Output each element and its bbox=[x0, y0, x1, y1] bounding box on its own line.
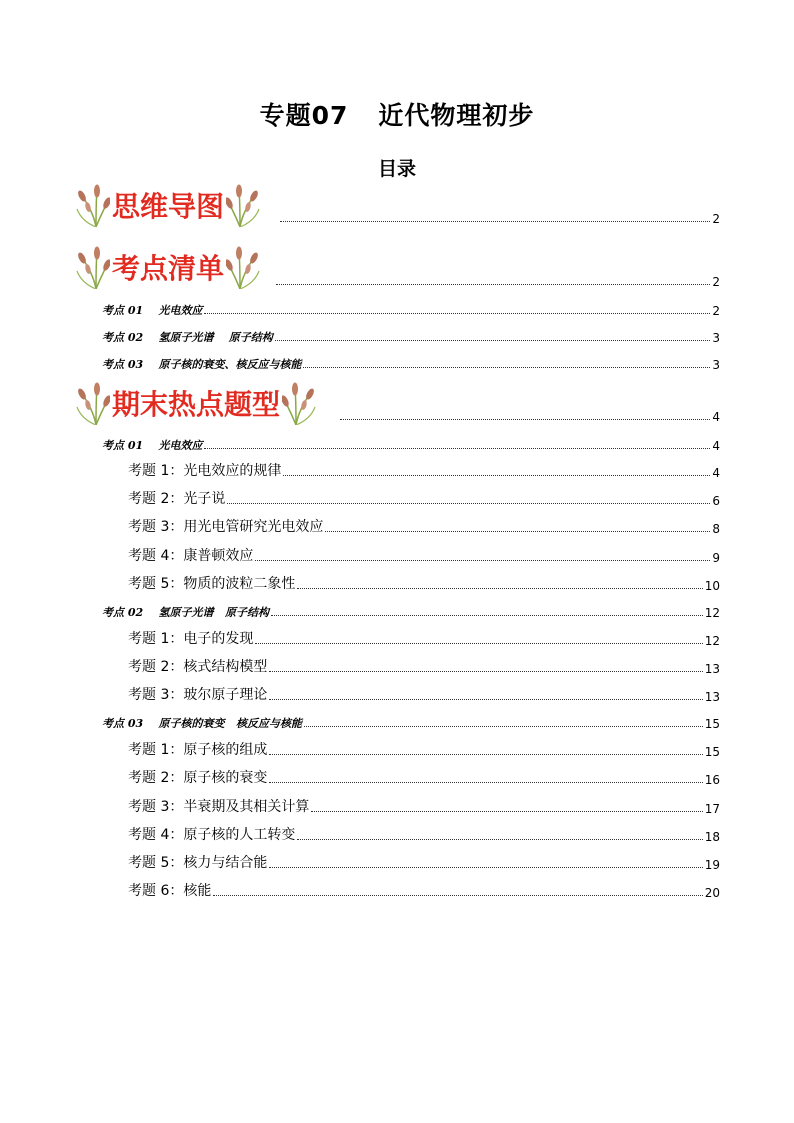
toc-row-label: 考题 5：物质的波粒二象性 bbox=[128, 576, 296, 592]
leader-dots bbox=[269, 781, 702, 783]
page-number: 4 bbox=[712, 410, 720, 424]
page-number: 9 bbox=[712, 551, 720, 565]
leader-dots bbox=[269, 670, 702, 672]
toc-row-label: 考题 3：半衰期及其相关计算 bbox=[128, 799, 310, 815]
leader-dots bbox=[269, 698, 702, 700]
toc-row[interactable] bbox=[128, 798, 720, 816]
page-number: 4 bbox=[712, 439, 720, 453]
toc-row[interactable] bbox=[128, 658, 720, 676]
title-main: 专题07 bbox=[259, 101, 349, 130]
leader-dots bbox=[311, 810, 702, 812]
toc-row-label: 考点 03 原子核的衰变 核反应与核能 bbox=[102, 717, 302, 730]
toc-row-label: 考题 3：玻尔原子理论 bbox=[128, 687, 268, 703]
page-number: 3 bbox=[712, 331, 720, 345]
toc-row-mindmap[interactable] bbox=[278, 212, 720, 226]
page-number: 2 bbox=[712, 304, 720, 318]
leader-dots bbox=[283, 474, 710, 476]
toc-row-label: 考题 4：康普顿效应 bbox=[128, 548, 254, 564]
toc-row-label: 考题 2：光子说 bbox=[128, 491, 226, 507]
toc-row[interactable] bbox=[128, 769, 720, 787]
toc-row-label: 考题 2：核式结构模型 bbox=[128, 659, 268, 675]
cattail-left-icon bbox=[76, 183, 110, 227]
toc-row-checklist[interactable] bbox=[274, 275, 720, 289]
toc-row-label: 考题 5：核力与结合能 bbox=[128, 855, 268, 871]
banner-mindmap-label: 思维导图 bbox=[112, 190, 225, 223]
leader-dots bbox=[297, 838, 702, 840]
banner-mindmap bbox=[76, 182, 260, 228]
page-number: 4 bbox=[712, 466, 720, 480]
title-sub: 近代物理初步 bbox=[378, 101, 535, 130]
page-number: 15 bbox=[704, 745, 720, 759]
leader-dots bbox=[325, 530, 710, 532]
page-title bbox=[0, 96, 794, 132]
banner-hot-label: 期末热点题型 bbox=[112, 388, 281, 421]
toc-row-label: 考题 4：原子核的人工转变 bbox=[128, 827, 296, 843]
toc-row-label: 考题 3：用光电管研究光电效应 bbox=[128, 519, 324, 535]
leader-dots bbox=[269, 866, 702, 868]
toc-row[interactable] bbox=[102, 300, 720, 318]
leader-dots bbox=[213, 894, 702, 896]
toc-row-label: 考点 01 光电效应 bbox=[102, 439, 203, 452]
toc-row-label: 考点 03 原子核的衰变、核反应与核能 bbox=[102, 358, 302, 371]
toc-row-label: 考点 01 光电效应 bbox=[102, 304, 203, 317]
leader-dots bbox=[303, 366, 710, 368]
toc-row-label: 考题 6：核能 bbox=[128, 883, 212, 899]
banner-checklist-label: 考点清单 bbox=[112, 252, 225, 285]
toc-row-label: 考题 1：光电效应的规律 bbox=[128, 463, 282, 479]
leader-dots bbox=[269, 753, 702, 755]
leader-dots bbox=[280, 220, 710, 222]
page-number: 16 bbox=[704, 773, 720, 787]
page-number: 10 bbox=[704, 579, 720, 593]
toc-row[interactable] bbox=[128, 826, 720, 844]
toc-row[interactable] bbox=[128, 630, 720, 648]
page-number: 12 bbox=[704, 634, 720, 648]
page-number: 6 bbox=[712, 494, 720, 508]
toc-row[interactable] bbox=[102, 327, 720, 345]
leader-dots bbox=[297, 587, 702, 589]
page-number: 2 bbox=[712, 212, 720, 226]
toc-row-label: 考题 1：电子的发现 bbox=[128, 631, 254, 647]
toc-row-label: 考题 2：原子核的衰变 bbox=[128, 770, 268, 786]
page-number: 17 bbox=[704, 802, 720, 816]
page-number: 19 bbox=[704, 858, 720, 872]
banner-hot bbox=[76, 380, 316, 426]
leader-dots bbox=[227, 502, 710, 504]
toc-row[interactable] bbox=[128, 882, 720, 900]
page-number: 12 bbox=[704, 606, 720, 620]
toc-row-label: 考点 02 氢原子光谱 原子结构 bbox=[102, 331, 273, 344]
toc-row[interactable] bbox=[102, 713, 720, 731]
toc-heading: 目录 bbox=[377, 158, 416, 180]
toc-row[interactable] bbox=[102, 602, 720, 620]
page-number: 8 bbox=[712, 522, 720, 536]
page-number: 2 bbox=[712, 275, 720, 289]
leader-dots bbox=[255, 559, 710, 561]
cattail-right-icon bbox=[282, 381, 316, 425]
page-number: 18 bbox=[704, 830, 720, 844]
cattail-left-icon bbox=[76, 381, 110, 425]
page-number: 15 bbox=[704, 717, 720, 731]
toc-row[interactable] bbox=[128, 854, 720, 872]
page-number: 13 bbox=[704, 662, 720, 676]
toc-row[interactable] bbox=[128, 547, 720, 565]
cattail-left-icon bbox=[76, 245, 110, 289]
toc-row[interactable] bbox=[102, 354, 720, 372]
toc-row[interactable] bbox=[128, 686, 720, 704]
leader-dots bbox=[276, 283, 710, 285]
toc-row[interactable] bbox=[128, 462, 720, 480]
cattail-right-icon bbox=[226, 183, 260, 227]
toc-row[interactable] bbox=[128, 741, 720, 759]
leader-dots bbox=[255, 642, 702, 644]
page-number: 20 bbox=[704, 886, 720, 900]
leader-dots bbox=[340, 418, 710, 420]
toc-row-hot[interactable] bbox=[338, 410, 720, 424]
toc-row-label: 考点 02 氢原子光谱 原子结构 bbox=[102, 606, 269, 619]
page-number: 13 bbox=[704, 690, 720, 704]
toc-row[interactable] bbox=[128, 518, 720, 536]
toc-row[interactable] bbox=[128, 490, 720, 508]
leader-dots bbox=[275, 339, 711, 341]
leader-dots bbox=[271, 614, 703, 616]
banner-checklist bbox=[76, 244, 260, 290]
cattail-right-icon bbox=[226, 245, 260, 289]
toc-row-label: 考题 1：原子核的组成 bbox=[128, 742, 268, 758]
leader-dots bbox=[204, 447, 710, 449]
toc-row[interactable] bbox=[128, 575, 720, 593]
page-number: 3 bbox=[712, 358, 720, 372]
leader-dots bbox=[204, 312, 710, 314]
toc-row[interactable] bbox=[102, 435, 720, 453]
leader-dots bbox=[304, 725, 703, 727]
